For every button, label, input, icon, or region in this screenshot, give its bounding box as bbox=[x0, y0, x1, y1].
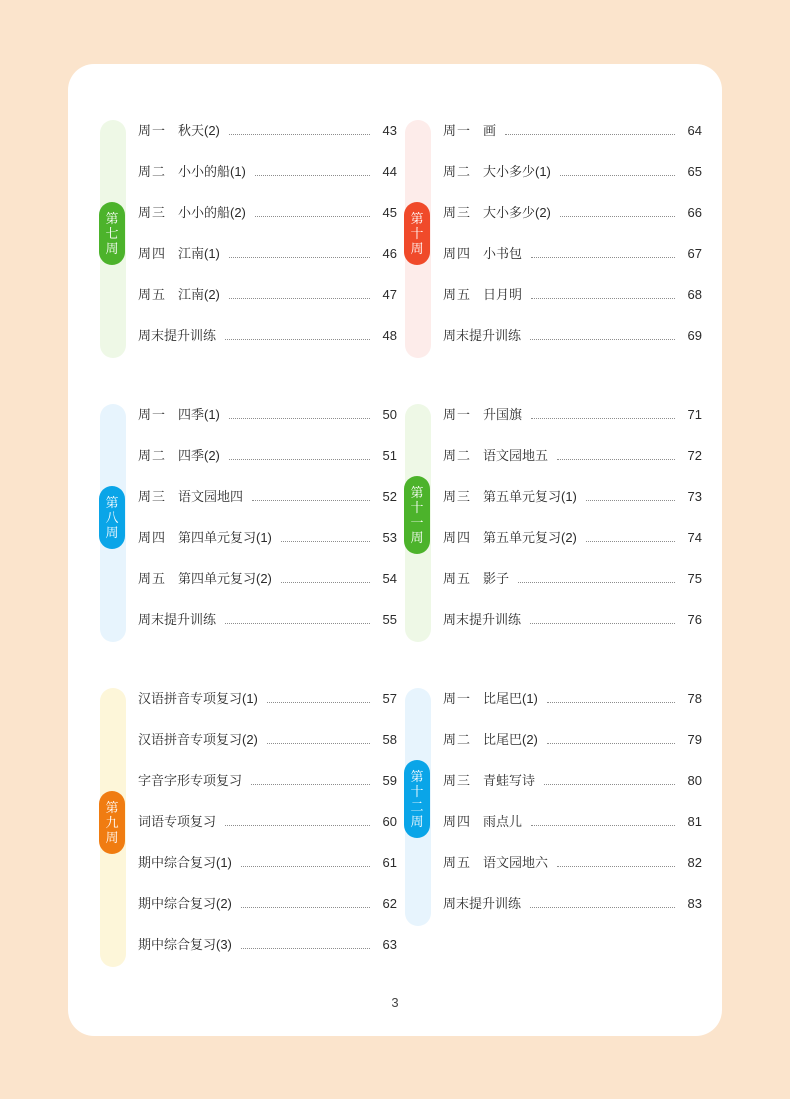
toc-leader-dots bbox=[531, 824, 675, 826]
toc-row-page: 73 bbox=[687, 489, 702, 504]
week-tab-wrap bbox=[397, 404, 437, 554]
toc-row-title: 周末提升训练 bbox=[443, 896, 522, 911]
toc-row-title: 周末提升训练 bbox=[138, 612, 217, 627]
page-number: 3 bbox=[391, 995, 399, 1010]
toc-row-page: 80 bbox=[687, 773, 702, 788]
toc-row-day: 周三 bbox=[443, 489, 472, 504]
toc-leader-dots bbox=[241, 906, 370, 908]
week-tab-5 bbox=[99, 791, 125, 854]
toc-leader-dots bbox=[518, 581, 675, 583]
toc-row-day: 周一 bbox=[138, 123, 167, 138]
toc-row-title: 周末提升训练 bbox=[443, 612, 522, 627]
toc-row-title: 四季(2) bbox=[178, 448, 220, 463]
toc-row-day: 周三 bbox=[443, 773, 472, 788]
toc-leader-dots bbox=[241, 865, 370, 867]
toc-row bbox=[138, 568, 397, 609]
toc-row-title: 比尾巴(1) bbox=[483, 691, 538, 706]
toc-row bbox=[138, 243, 397, 284]
toc-leader-dots bbox=[225, 622, 370, 624]
week-block bbox=[397, 688, 702, 975]
toc-leader-dots bbox=[531, 417, 675, 419]
toc-row-page: 81 bbox=[687, 814, 702, 829]
toc-row bbox=[138, 934, 397, 975]
toc-leader-dots bbox=[557, 865, 675, 867]
toc-row bbox=[443, 893, 702, 934]
week-tab-3 bbox=[99, 486, 125, 549]
toc-row-page: 78 bbox=[687, 691, 702, 706]
toc-row-title: 小书包 bbox=[483, 246, 523, 261]
toc-row bbox=[138, 527, 397, 568]
toc-row-page: 60 bbox=[382, 814, 397, 829]
toc-leader-dots bbox=[255, 215, 370, 217]
toc-leader-dots bbox=[251, 783, 370, 785]
toc-row-page: 62 bbox=[382, 896, 397, 911]
toc-leader-dots bbox=[547, 701, 675, 703]
toc-row-day: 周四 bbox=[443, 814, 472, 829]
week-rows bbox=[437, 120, 702, 366]
toc-row-page: 44 bbox=[382, 164, 397, 179]
week-block bbox=[92, 404, 397, 650]
toc-row-title: 大小多少(2) bbox=[483, 205, 551, 220]
toc-row bbox=[138, 202, 397, 243]
toc-row-page: 58 bbox=[382, 732, 397, 747]
week-tab-4 bbox=[404, 476, 430, 554]
week-tab-wrap bbox=[92, 404, 132, 549]
toc-leader-dots bbox=[225, 338, 370, 340]
toc-row-page: 83 bbox=[687, 896, 702, 911]
toc-row bbox=[138, 729, 397, 770]
toc-leader-dots bbox=[531, 297, 675, 299]
toc-row bbox=[138, 609, 397, 650]
toc-leader-dots bbox=[225, 824, 370, 826]
toc-leader-dots bbox=[252, 499, 370, 501]
toc-row bbox=[138, 893, 397, 934]
toc-row-title: 第四单元复习(1) bbox=[178, 530, 272, 545]
toc-row bbox=[138, 404, 397, 445]
toc-row-title: 词语专项复习 bbox=[138, 814, 217, 829]
toc-row-day: 周四 bbox=[443, 246, 472, 261]
toc-row-title: 青蛙写诗 bbox=[483, 773, 536, 788]
week-block bbox=[92, 688, 397, 975]
toc-row bbox=[138, 486, 397, 527]
toc-row-day: 周四 bbox=[443, 530, 472, 545]
toc-row-day: 周二 bbox=[443, 164, 472, 179]
toc-row-page: 51 bbox=[382, 448, 397, 463]
toc-leader-dots bbox=[547, 742, 675, 744]
toc-leader-dots bbox=[229, 256, 370, 258]
toc-row-page: 75 bbox=[687, 571, 702, 586]
toc-row bbox=[443, 568, 702, 609]
toc-row-title: 第五单元复习(2) bbox=[483, 530, 577, 545]
toc-row-title: 汉语拼音专项复习(1) bbox=[138, 691, 258, 706]
week-tab-label: 第 八 周 bbox=[105, 495, 119, 540]
week-tab-wrap bbox=[92, 688, 132, 854]
week-tab-1 bbox=[99, 202, 125, 265]
toc-leader-dots bbox=[586, 499, 675, 501]
week-tab-label: 第 七 周 bbox=[105, 211, 119, 256]
toc-row-title: 字音字形专项复习 bbox=[138, 773, 243, 788]
toc-row-page: 54 bbox=[382, 571, 397, 586]
toc-row-day: 周四 bbox=[138, 246, 167, 261]
toc-leader-dots bbox=[229, 297, 370, 299]
toc-leader-dots bbox=[560, 215, 675, 217]
paper-sheet bbox=[68, 64, 722, 1036]
toc-row bbox=[443, 120, 702, 161]
toc-row-title: 语文园地四 bbox=[178, 489, 244, 504]
toc-row bbox=[443, 243, 702, 284]
week-block bbox=[92, 120, 397, 366]
toc-row-day: 周三 bbox=[443, 205, 472, 220]
toc-leader-dots bbox=[530, 906, 675, 908]
week-tab-label: 第 十 一 周 bbox=[410, 485, 424, 545]
toc-row bbox=[443, 688, 702, 729]
toc-row bbox=[443, 325, 702, 366]
toc-row bbox=[443, 770, 702, 811]
toc-leader-dots bbox=[531, 256, 675, 258]
toc-row bbox=[443, 202, 702, 243]
toc-row-page: 63 bbox=[382, 937, 397, 952]
toc-row-title: 期中综合复习(2) bbox=[138, 896, 232, 911]
toc-row bbox=[138, 688, 397, 729]
week-tab-2 bbox=[404, 202, 430, 265]
toc-row-title: 汉语拼音专项复习(2) bbox=[138, 732, 258, 747]
toc-row-page: 69 bbox=[687, 328, 702, 343]
week-rows bbox=[132, 120, 397, 366]
toc-row bbox=[443, 609, 702, 650]
toc-row-page: 74 bbox=[687, 530, 702, 545]
table-of-contents bbox=[68, 64, 722, 1036]
toc-row-title: 小小的船(2) bbox=[178, 205, 246, 220]
toc-row-page: 76 bbox=[687, 612, 702, 627]
toc-row-page: 65 bbox=[687, 164, 702, 179]
toc-row-page: 57 bbox=[382, 691, 397, 706]
toc-row bbox=[443, 852, 702, 893]
toc-leader-dots bbox=[229, 133, 370, 135]
toc-row bbox=[443, 161, 702, 202]
toc-row-page: 55 bbox=[382, 612, 397, 627]
toc-row-page: 46 bbox=[382, 246, 397, 261]
toc-row-page: 52 bbox=[382, 489, 397, 504]
toc-row-day: 周三 bbox=[138, 489, 167, 504]
toc-leader-dots bbox=[267, 701, 370, 703]
toc-leader-dots bbox=[241, 947, 370, 949]
week-tab-wrap bbox=[397, 120, 437, 265]
toc-row-day: 周五 bbox=[443, 855, 472, 870]
toc-row-title: 第五单元复习(1) bbox=[483, 489, 577, 504]
toc-row-page: 47 bbox=[382, 287, 397, 302]
toc-row-page: 72 bbox=[687, 448, 702, 463]
toc-row bbox=[443, 811, 702, 852]
week-tab-label: 第 十 周 bbox=[410, 211, 424, 256]
toc-row-day: 周二 bbox=[138, 448, 167, 463]
toc-leader-dots bbox=[586, 540, 675, 542]
toc-row bbox=[443, 486, 702, 527]
toc-row-title: 周末提升训练 bbox=[138, 328, 217, 343]
toc-row-day: 周二 bbox=[443, 448, 472, 463]
toc-row bbox=[138, 325, 397, 366]
toc-row-day: 周五 bbox=[138, 287, 167, 302]
toc-row-title: 江南(2) bbox=[178, 287, 220, 302]
toc-row-title: 小小的船(1) bbox=[178, 164, 246, 179]
toc-row-page: 66 bbox=[687, 205, 702, 220]
toc-row-title: 周末提升训练 bbox=[443, 328, 522, 343]
week-rows bbox=[132, 404, 397, 650]
toc-leader-dots bbox=[530, 622, 675, 624]
toc-row bbox=[138, 161, 397, 202]
toc-row-title: 语文园地五 bbox=[483, 448, 549, 463]
toc-leader-dots bbox=[557, 458, 675, 460]
toc-row-page: 68 bbox=[687, 287, 702, 302]
week-rows bbox=[437, 688, 702, 934]
toc-row-title: 期中综合复习(3) bbox=[138, 937, 232, 952]
toc-leader-dots bbox=[229, 417, 370, 419]
toc-grid bbox=[92, 120, 702, 1013]
toc-row-page: 64 bbox=[687, 123, 702, 138]
toc-row-day: 周五 bbox=[443, 571, 472, 586]
toc-row-title: 第四单元复习(2) bbox=[178, 571, 272, 586]
toc-leader-dots bbox=[530, 338, 675, 340]
week-tab-label: 第 九 周 bbox=[105, 799, 119, 845]
toc-row-day: 周一 bbox=[443, 691, 472, 706]
toc-row-day: 周二 bbox=[138, 164, 167, 179]
toc-row-page: 61 bbox=[382, 855, 397, 870]
toc-row bbox=[138, 284, 397, 325]
toc-row-title: 四季(1) bbox=[178, 407, 220, 422]
toc-row-page: 45 bbox=[382, 205, 397, 220]
toc-row-page: 71 bbox=[687, 407, 702, 422]
week-tab-wrap bbox=[92, 120, 132, 265]
toc-row-title: 雨点儿 bbox=[483, 814, 523, 829]
toc-row-page: 59 bbox=[382, 773, 397, 788]
week-block bbox=[397, 404, 702, 650]
week-tab-label: 第 十 二 周 bbox=[410, 769, 424, 829]
toc-row-title: 江南(1) bbox=[178, 246, 220, 261]
week-tab-6 bbox=[404, 760, 430, 838]
toc-row bbox=[138, 770, 397, 811]
toc-row-day: 周五 bbox=[443, 287, 472, 302]
toc-row-day: 周一 bbox=[443, 407, 472, 422]
toc-row-title: 秋天(2) bbox=[178, 123, 220, 138]
toc-row-title: 升国旗 bbox=[483, 407, 523, 422]
toc-row-title: 大小多少(1) bbox=[483, 164, 551, 179]
toc-row bbox=[138, 120, 397, 161]
toc-row-page: 53 bbox=[382, 530, 397, 545]
toc-row-page: 43 bbox=[382, 123, 397, 138]
toc-row-title: 比尾巴(2) bbox=[483, 732, 538, 747]
toc-row-day: 周三 bbox=[138, 205, 167, 220]
toc-row-page: 79 bbox=[687, 732, 702, 747]
toc-row bbox=[443, 729, 702, 770]
toc-row-day: 周一 bbox=[443, 123, 472, 138]
toc-row-day: 周五 bbox=[138, 571, 167, 586]
toc-leader-dots bbox=[267, 742, 370, 744]
toc-row-title: 画 bbox=[483, 123, 497, 138]
toc-row-title: 语文园地六 bbox=[483, 855, 549, 870]
toc-leader-dots bbox=[544, 783, 675, 785]
toc-leader-dots bbox=[505, 133, 675, 135]
toc-leader-dots bbox=[560, 174, 675, 176]
toc-row-page: 67 bbox=[687, 246, 702, 261]
toc-row bbox=[138, 811, 397, 852]
toc-row-day: 周四 bbox=[138, 530, 167, 545]
toc-row-title: 日月明 bbox=[483, 287, 523, 302]
toc-row-day: 周二 bbox=[443, 732, 472, 747]
toc-row bbox=[443, 445, 702, 486]
toc-row bbox=[443, 404, 702, 445]
toc-row bbox=[443, 527, 702, 568]
toc-leader-dots bbox=[255, 174, 370, 176]
week-tab-wrap bbox=[397, 688, 437, 838]
toc-row-day: 周一 bbox=[138, 407, 167, 422]
toc-leader-dots bbox=[281, 540, 370, 542]
toc-row-page: 48 bbox=[382, 328, 397, 343]
toc-row-page: 82 bbox=[687, 855, 702, 870]
toc-row bbox=[138, 445, 397, 486]
week-block bbox=[397, 120, 702, 366]
toc-leader-dots bbox=[229, 458, 370, 460]
toc-row-page: 50 bbox=[382, 407, 397, 422]
toc-row-title: 影子 bbox=[483, 571, 510, 586]
toc-row bbox=[138, 852, 397, 893]
toc-leader-dots bbox=[281, 581, 370, 583]
toc-row bbox=[443, 284, 702, 325]
week-rows bbox=[132, 688, 397, 975]
week-rows bbox=[437, 404, 702, 650]
toc-row-title: 期中综合复习(1) bbox=[138, 855, 232, 870]
